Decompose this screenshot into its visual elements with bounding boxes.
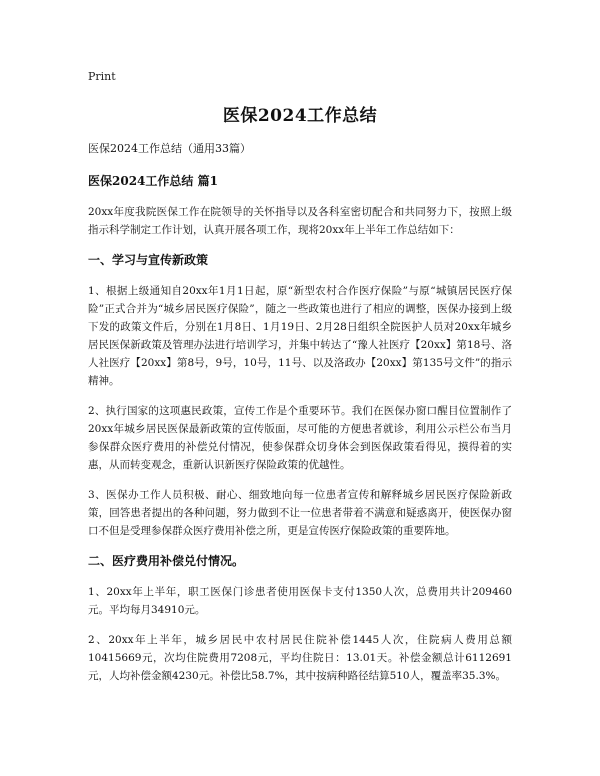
paragraph-policy-3: 3、医保办工作人员积极、耐心、细致地向每一位患者宣传和解释城乡居民医疗保险新政策，回答患者提出的各种问题，努力做到不让一位患者带着不满意和疑惑离开，使医保办窗口不但是受理参保群众医疗费用补偿之所，更是宣传医疗保险政策的重要阵地。 [88, 489, 512, 537]
print-label[interactable]: Print [88, 70, 116, 83]
heading-compensation: 二、医疗费用补偿兑付情况。 [88, 554, 245, 568]
paragraph-policy-2: 2、执行国家的这项惠民政策，宣传工作是个重要环节。我们在医保办窗口醒目位置制作了20xx年城乡居民医保最新政策的宣传版面，尽可能的方便患者就诊，利用公示栏公布当月参保群众医疗费用的补偿兑付情况，使参保群众切身体会到医保政策看得见，摸得着的实惠，从而转变观念，重新认识新医疗保险政策的优越性。 [88, 405, 512, 471]
section-title: 医保2024工作总结 篇1 [88, 174, 218, 188]
paragraph-comp-1: 1、20xx年上半年，职工医保门诊患者使用医保卡支付1350人次，总费用共计209460元。平均每月34910元。 [88, 586, 512, 616]
paragraph-comp-2: 2、20xx年上半年，城乡居民中农村居民住院补偿1445人次，住院病人费用总额10415669元，次均住院费用7208元，平均住院日：13.01天。补偿金额总计6112691元，人均补偿金额4230元。补偿比58.7%，其中按病种路径结算510人，覆盖率35.3%。 [88, 634, 512, 682]
heading-policy: 一、学习与宣传新政策 [88, 253, 209, 267]
page-title: 医保2024工作总结 [222, 106, 378, 126]
document-subtitle: 医保2024工作总结（通用33篇） [88, 142, 251, 155]
intro-paragraph: 20xx年度我院医保工作在院领导的关怀指导以及各科室密切配合和共同努力下，按照上级指示科学制定工作计划，认真开展各项工作，现将20xx年上半年工作总结如下： [88, 206, 512, 236]
paragraph-policy-1: 1、根据上级通知自20xx年1月1日起，原“新型农村合作医疗保险”与原“城镇居民医疗保险”正式合并为“城乡居民医疗保险”，随之一些政策也进行了相应的调整，医保办接到上级下发的政策文件后，分别在1月8日、1月19日、2月28日组织全院医护人员对20xx年城乡居民医保新政策及管理办法进行培训学习，并集中转达了“豫人社医疗【20xx】第18号、洛人社医疗【20xx】第8号，9号，10号，11号、以及洛政办【20xx】第135号文件”的指示精神。 [88, 285, 512, 387]
